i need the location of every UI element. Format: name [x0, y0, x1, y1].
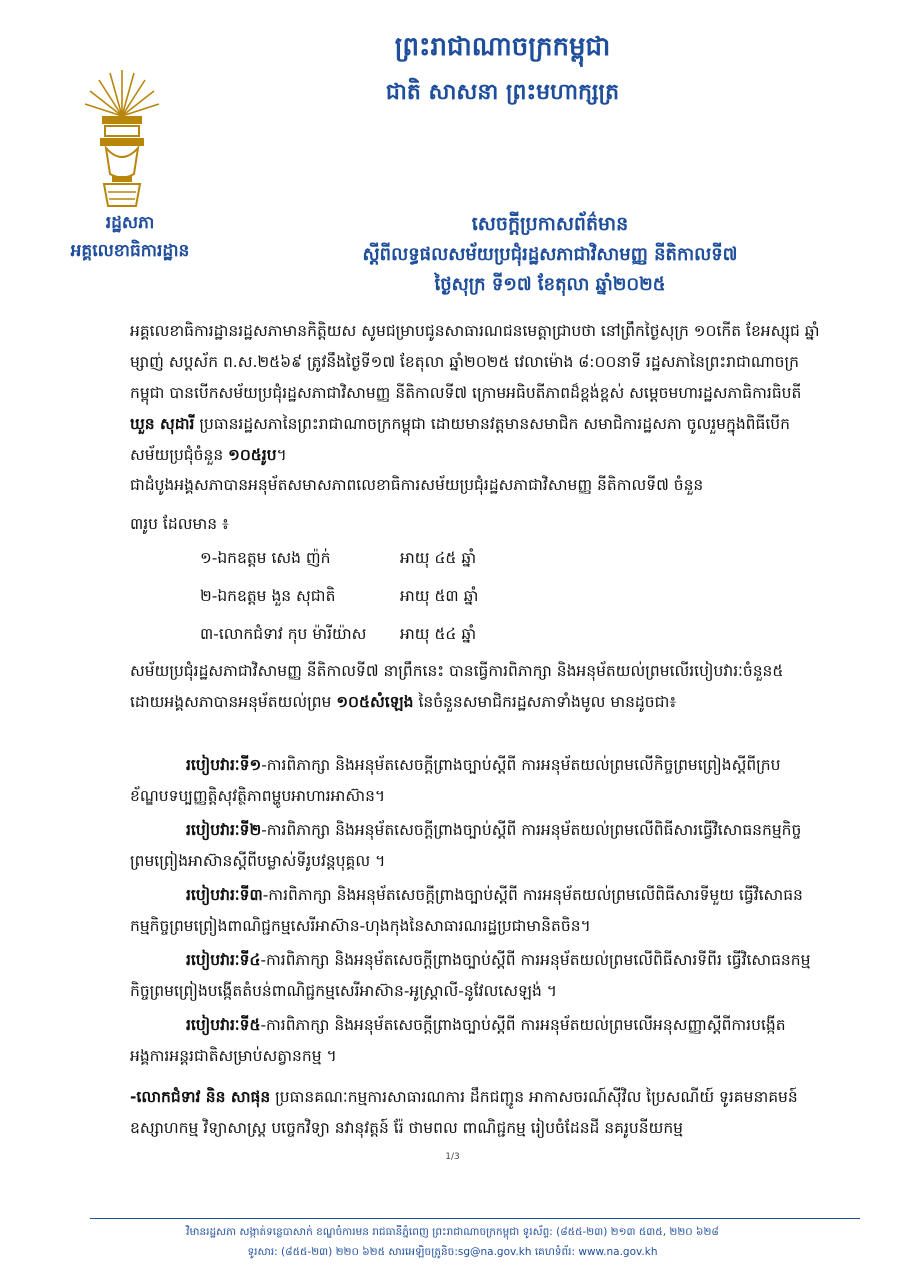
ministry-name: រដ្ឋសភា	[105, 213, 155, 233]
page-number: 1/3	[445, 1152, 460, 1162]
agenda-text: -ការពិភាក្សា និងអនុម័តសេចក្តីព្រាងច្បាប់ស្តីពី ការអនុម័តយល់ព្រមលើអនុសញ្ញាស្តីពីការបង្កើតអង្គការអន្តរជាតិសម្រាប់សត្វានកម្ម ។	[130, 1016, 786, 1065]
paragraph-text: ៣រូប ដែលមាន ៖	[130, 515, 229, 533]
agenda-label: របៀបវារៈទី៤	[186, 951, 261, 969]
agenda-item-3	[130, 880, 820, 942]
paragraph-text: ។	[276, 446, 287, 464]
agenda-item-2	[130, 815, 820, 877]
kingdom-heading: ព្រះរាជាណាចក្រកម្ពុជា	[394, 32, 611, 62]
vote-count: ១០៥សំឡេង	[336, 693, 414, 711]
paragraph-text: អគ្គលេខាធិការដ្ឋានរដ្ឋសភាមានកិត្តិយស សូមជម្រាបជូនសាធារណជនមេត្តាជ្រាបថា នៅព្រឹកថ្ងៃសុក្រ ១០កើត ខែអស្សុជ ឆ្នាំម្សាញ់ សប្តស័ក ព.ស.២៥៦៩ ត្រូវនឹងថ្ងៃទី១៧ ខែតុលា ឆ្នាំ២០២៥ វេលាម៉ោង ៨:០០នាទី រដ្ឋសភានៃព្រះរាជាណាចក្រកម្ពុជា បានបើកសម័យប្រជុំរដ្ឋសភាជាវិសាមញ្ញ នីតិកាលទី៧ ក្រោមអធិបតីភាពដ៏ខ្ពង់ខ្ពស់ សម្តេចមហារដ្ឋសភាធិការធិបតី	[130, 322, 820, 402]
paragraph-opening	[130, 316, 820, 471]
motto-heading: ជាតិ សាសនា ព្រះមហាក្សត្រ	[385, 80, 620, 105]
paragraph-text: សម័យប្រជុំរដ្ឋសភាជាវិសាមញ្ញ នីតិកាលទី៧ នាព្រឹកនេះ បានធ្វើការពិភាក្សា និងអនុម័តយល់ព្រមលើរបៀបវារៈចំនួន៥ ដោយអង្គសភាបានអនុម័តយល់ព្រម	[130, 662, 784, 711]
member-name: ៣-លោកជំទាវ កុប ម៉ារីយ៉ាស	[200, 625, 367, 643]
paragraph-secretaries	[130, 470, 820, 540]
member-name: ១-ឯកឧត្តម សេង ញ៉ក់	[200, 549, 331, 567]
agenda-item-4	[130, 945, 820, 1007]
document-subtitle: ស្តីពីលទ្ធផលសម័យប្រជុំរដ្ឋសភាជាវិសាមញ្ញ នីតិកាលទី៧	[362, 244, 738, 265]
royal-emblem-icon	[82, 66, 162, 211]
footer-divider	[90, 1218, 860, 1219]
paragraph-text: ជាដំបូងអង្គសភាបានអនុម័តសមាសភាពលេខាធិការសម័យប្រជុំរដ្ឋសភាជាវិសាមញ្ញ នីតិកាលទី៧ ចំនួន	[130, 476, 704, 494]
footer-address: វិមានរដ្ឋសភា សង្កាត់ទន្លេបាសាក់ ខណ្ឌចំការមន រាជធានីភ្នំពេញ ព្រះរាជាណាចក្រកម្ពុជា ទូរស័ព្ទ: (៨៥៥-២៣) ២១៣ ៥៣៥, ២២០ ៦២៨	[186, 1226, 719, 1238]
member-age: អាយុ ៤៥ ឆ្នាំ	[400, 549, 477, 567]
agenda-label: របៀបវារៈទី៥	[186, 1016, 261, 1034]
agenda-label: របៀបវារៈទី២	[186, 821, 262, 839]
document-date: ថ្ងៃសុក្រ ទី១៧ ខែតុលា ឆ្នាំ២០២៥	[434, 274, 666, 295]
list-item	[200, 624, 700, 647]
agenda-text: -ការពិភាក្សា និងអនុម័តសេចក្តីព្រាងច្បាប់ស្តីពី ការអនុម័តយល់ព្រមលើកិច្ចព្រមព្រៀងស្តីពីក្របខ័ណ្ឌបទប្បញ្ញត្តិសុវត្ថិភាពម្ហូបអាហារអាស៊ាន។	[130, 756, 781, 805]
member-name: ២-ឯកឧត្តម ងួន សុជាតិ	[200, 587, 336, 605]
agenda-label: របៀបវារៈទី៣	[186, 886, 263, 904]
paragraph-text: នៃចំនួនសមាជិករដ្ឋសភាទាំងមូល មានដូចជា៖	[413, 693, 677, 711]
agenda-label: របៀបវារៈទី១	[186, 756, 262, 774]
agenda-text: -ការពិភាក្សា និងអនុម័តសេចក្តីព្រាងច្បាប់ស្តីពី ការអនុម័តយល់ព្រមលើពិធីសារទីមួយ ធ្វើវិសោធនកម្មកិច្ចព្រមព្រៀងពាណិជ្ជកម្មសេរីអាស៊ាន-ហុងកុងនៃសាធារណរដ្ឋប្រជាមានិតចិន។	[130, 886, 803, 935]
agenda-item-5	[130, 1010, 820, 1072]
paragraph-text: ប្រធានរដ្ឋសភានៃព្រះរាជាណាចក្រកម្ពុជា ដោយមានវត្តមានសមាជិក សមាជិការដ្ឋសភា ចូលរួមក្នុងពិធីបើកសម័យប្រជុំចំនួន	[130, 415, 790, 464]
list-item	[200, 548, 700, 571]
footer-contact: ទូរសារ: (៨៥៥-២៣) ២២០ ៦២៥ សារអេឡិចត្រូនិច:sg@na.gov.kh គេហទំព័រ: www.na.gov.kh	[247, 1246, 658, 1258]
agenda-text: -ការពិភាក្សា និងអនុម័តសេចក្តីព្រាងច្បាប់ស្តីពី ការអនុម័តយល់ព្រមលើពិធីសារទីពីរ ធ្វើវិសោធនកម្មកិច្ចព្រមព្រៀងបង្កើតតំបន់ពាណិជ្ជកម្មសេរីអាស៊ាន-អូស្ត្រាលី-នូវែលសេឡង់ ។	[130, 951, 811, 1000]
paragraph-text: ប្រធានគណៈកម្មការសាធារណការ ដឹកជញ្ជូន អាកាសចរណ៍ស៊ីវិល ប្រៃសណីយ៍ ទូរគមនាគមន៍ ឧស្សាហកម្ម វិទ្យាសាស្ត្រ បច្ចេកវិទ្យា នវានុវត្តន៍ រ៉ែ ថាមពល ពាណិជ្ជកម្ម រៀបចំដែនដី នគរូបនីយកម្ម	[130, 1088, 798, 1137]
president-name: ឃួន សុដារី	[130, 415, 195, 433]
member-age: អាយុ ៥៣ ឆ្នាំ	[400, 587, 479, 605]
agenda-text: -ការពិភាក្សា និងអនុម័តសេចក្តីព្រាងច្បាប់ស្តីពី ការអនុម័តយល់ព្រមលើពិធីសារធ្វើវិសោធនកម្មកិច្ចព្រមព្រៀងអាស៊ានស្តីពីបម្លាស់ទីរូបវន្តបុគ្គល ។	[130, 821, 802, 870]
attendee-count: ១០៥រូប	[228, 446, 277, 464]
department-name: អគ្គលេខាធិការដ្ឋាន	[70, 241, 190, 261]
paragraph-agenda-intro	[130, 656, 820, 718]
committee-chair-name: -លោកជំទាវ និន សាផុន	[130, 1088, 271, 1106]
list-item	[200, 586, 700, 609]
document-title: សេចក្តីប្រកាសព័ត៌មាន	[471, 213, 629, 235]
paragraph-committee	[130, 1082, 820, 1144]
member-age: អាយុ ៥៤ ឆ្នាំ	[400, 625, 477, 643]
agenda-item-1	[130, 750, 820, 812]
